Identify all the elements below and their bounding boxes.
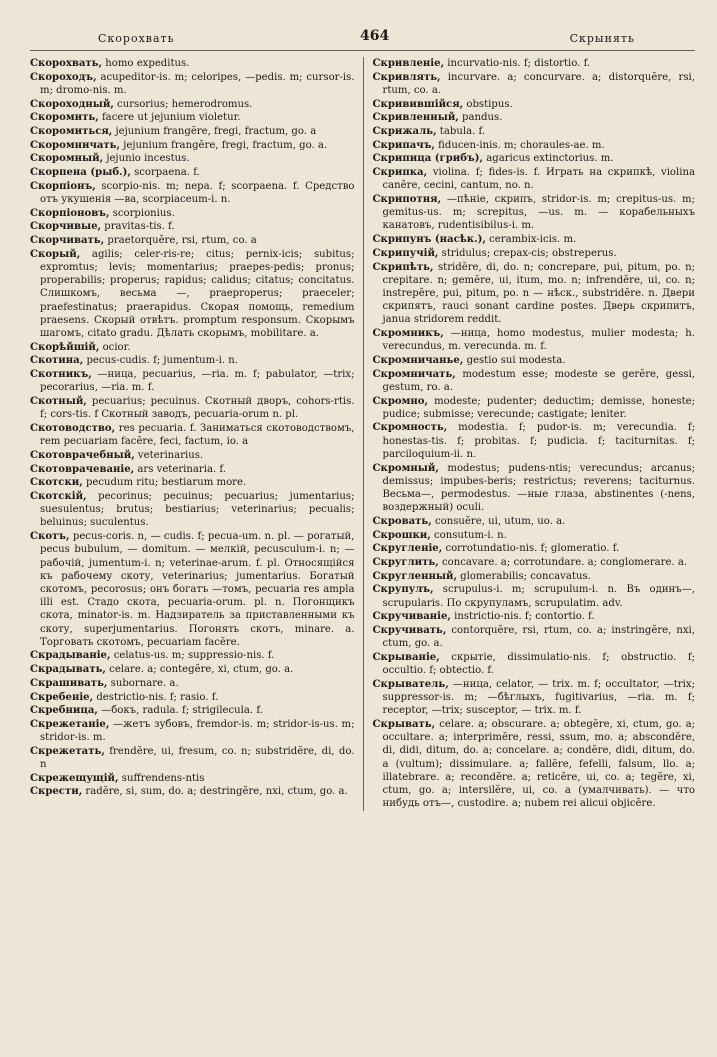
headword: Скручиванiе,: [372, 611, 451, 623]
dictionary-entry: Скрежетать, frendĕre, ui, fresum, co. n; substridĕre, di, do. n: [30, 745, 355, 771]
dictionary-entry: Скрыватель, —ница, celator, — trix. m. f; occultator, —trix; suppressor-is. m; —бѣглыхъ, fugitivarius, —ria. m. f; receptor, —trix; susceptor, — trix. m. f.: [372, 678, 695, 717]
dictionary-entry: Скрипачъ, fiducen-inis. m; choraules-ae. m.: [372, 139, 605, 151]
headword: Скотоврачебный,: [30, 449, 135, 461]
dictionary-entry: Скребенiе, destrictio-nis. f; rasio. f.: [30, 691, 219, 703]
headword: Скрыватель,: [372, 678, 449, 690]
headword: Скрадыванiе,: [30, 650, 111, 662]
headword: Скрывать,: [372, 718, 436, 730]
dictionary-entry: Скотъ, pecus-coris. n, — cudis. f; pecua-um. n. pl. — рогатый, pecus bubulum, — domitum. — мелкiй, pecusculum-i. n; — рабочiй, jumentum-i. n; veterinae-arum. f. pl. Относящiйся къ рабочему скоту, veterinarius; jumentarius. Богатый скотомъ, pecorosus; онъ богатъ —томъ, pecuaria res ampla illi est. Стадо скота, pecuaria-orum. pl. n. Погонщикъ скота, minator-is. m. Надзиратель за приставленными къ скоту, superjumentarius. Погонять скотъ, minare. a. Торговать скотомъ, pecuariam facĕre.: [30, 531, 355, 648]
text-columns: [30, 57, 695, 811]
headword: Скровать,: [372, 515, 432, 527]
dictionary-entry: Скотина, pecus-cudis. f; jumentum-i. n.: [30, 355, 238, 367]
headword: Скребница,: [30, 705, 98, 717]
dictionary-entry: Скоромничать, jejunium frangĕre, fregi, fractum, go. a.: [30, 139, 328, 151]
dictionary-entry: Скривившiйся, obstipus.: [372, 98, 513, 110]
dictionary-entry: Скорчивать, praetorquĕre, rsi, rtum, co. a: [30, 235, 257, 247]
dictionary-entry: Скоромить, facere ut jejunium violetur.: [30, 112, 241, 124]
headword: Скорпiоновъ,: [30, 207, 110, 219]
headword: Скромный,: [372, 462, 439, 474]
dictionary-entry: Скрупулъ, scrupulus-i. m; scrupulum-i. n. Въ одинъ—, scrupularis. По скрупуламъ, scrupulatim. adv.: [372, 584, 695, 609]
dictionary-entry: Скромникъ, —ница, homo modestus, mulier modesta; h. verecundus, m. verecunda. m. f.: [372, 328, 695, 353]
dictionary-entry: Скоромиться, jejunium frangĕre, fregi, fractum, go. a: [30, 126, 317, 138]
dictionary-entry: Скребница, —бокъ, radula. f; strigilecula. f.: [30, 705, 263, 717]
dictionary-entry: Скривлять, incurvare. a; concurvare. a; distorquĕre, rsi, rtum, co. a.: [372, 71, 695, 96]
dictionary-entry: Скругленный, glomerabilis; concavatus.: [372, 570, 591, 582]
dictionary-entry: Скромный, modestus; pudens-ntis; verecundus; arcanus; demissus; impubes-beris; restrictus; reverens; taciturnus. Весьма—, permodestus. —ные глаза, abstinentes (-nens, воздержный) oculi.: [372, 462, 695, 514]
dictionary-entry: Скрипѣть, stridĕre, di, do. n; concrepare, pui, pitum, po. n; crepitare. n; gemĕre, ui, itum, mo. n; infrendĕre, ui, co. n; instrepĕre, pui, pitum, po. n — нѣск., substridĕre. n. Двери скрипятъ, rauci sonant cardine postes. Дверь скрипитъ, janua stridorem reddit.: [372, 261, 695, 326]
dictionary-entry: Скорчивые, pravitas-tis. f.: [30, 221, 175, 233]
running-head-right: Скрынять: [569, 32, 635, 45]
headword: Скрипѣть,: [372, 261, 434, 273]
dictionary-entry: Скрежещущiй, suffrendens-ntis: [30, 772, 205, 784]
headword: Скоромничать,: [30, 139, 121, 151]
headword: Скрыванiе,: [372, 651, 440, 663]
dictionary-entry: Скорѣйшiй, ocior.: [30, 341, 131, 353]
dictionary-entry: Скорпена (рыб.), scorpaena. f.: [30, 167, 200, 179]
headword: Скотина,: [30, 355, 84, 367]
dictionary-entry: Скромничанье, gestio sui modesta.: [372, 354, 566, 366]
dictionary-entry: Скороходъ, acupeditor-is. m; celoripes, —pedis. m; cursor-is. m; dromo-nis. m.: [30, 71, 355, 96]
headword: Скромничать,: [372, 368, 456, 380]
headword: Скруглить,: [372, 557, 439, 569]
dictionary-entry: Скороходный, cursorius; hemerodromus.: [30, 98, 253, 110]
headword: Скоромиться,: [30, 126, 113, 138]
dictionary-entry: Скрывать, celare. a; obscurare. a; obtegĕre, xi, ctum, go. a; occultare. a; interprimĕre, ressi, ssum, mo. a; abscondĕre, di, didi, ditum, do. a; concelare. a; condĕre, didi, ditum, do. a (vultum); dissimulare. a; fallĕre, fefelli, falsum, llo. a; illatebrare. a; recondĕre. a; reticĕre, ui, co. a; tegĕre, xi, ctum, go. a; intersilĕre, ui, co. a (умалчивать). — что нибудь отъ—, custodire. a; nubem rei alicui objicĕre.: [372, 718, 695, 810]
dictionary-entry: Скотоврачебный, veterinarius.: [30, 449, 204, 461]
dictionary-entry: Скрадыванiе, celatus-us. m; suppressio-nis. f.: [30, 650, 275, 662]
dictionary-entry: Скорохвать, homo expeditus.: [30, 58, 190, 69]
dictionary-entry: Скромность, modestia. f; pudor-is. m; verecundia. f; honestas-tis. f; probitas. f; pudicia. f; taciturnitas. f; parciloquium-ii. n.: [372, 422, 695, 460]
dictionary-entry: Скотникъ, —ница, pecuarius, —ria. m. f; pabulator, —trix; pecorarius, —ria. m. f.: [30, 369, 355, 394]
headword: Скрипунъ (насѣк.),: [372, 234, 486, 246]
headword: Скотоврачеванiе,: [30, 463, 135, 475]
dictionary-entry: Скрипка, violina. f; fides-is. f. Играть на скрипкѣ, violina canĕre, cecini, cantum, no. n.: [372, 167, 695, 192]
dictionary-entry: Скорпiоновъ, scorpionius.: [30, 207, 175, 219]
headword: Скотъ,: [30, 531, 70, 543]
headword: Скрашивать,: [30, 677, 108, 689]
headword: Скрежетать,: [30, 745, 105, 757]
headword: Скорый,: [30, 248, 81, 260]
page-number: 464: [360, 28, 390, 44]
dictionary-entry: Скотный, pecuarius; pecuinus. Скотный дворъ, cohors-rtis. f; cors-tis. f Скотный заводъ, pecuaria-orum n. pl.: [30, 396, 355, 421]
dictionary-entry: Скрижаль, tabula. f.: [372, 126, 486, 138]
headword: Скривленный,: [372, 112, 459, 124]
headword: Скругленный,: [372, 570, 457, 582]
dictionary-entry: Скрипотня, —пѣнiе, скрипъ, stridor-is. m; crepitus-us. m; gemitus-us. m; screpitus, —us. m. — корабельныхъ канатовъ, rudentisibilus-i. m.: [372, 194, 695, 232]
headword: Скрежетанiе,: [30, 718, 110, 730]
page-header: [30, 28, 695, 51]
dictionary-entry: Скругленiе, corrotundatio-nis. f; glomeratio. f.: [372, 543, 620, 555]
headword: Скромникъ,: [372, 328, 444, 340]
right-column: [363, 57, 696, 811]
dictionary-entry: Скотоврачеванiе, ars veterinaria. f.: [30, 463, 226, 475]
running-head-left: Скорохвать: [98, 32, 175, 45]
headword: Скручивать,: [372, 625, 447, 637]
headword: Скрежещущiй,: [30, 772, 119, 784]
headword: Скрижаль,: [372, 126, 437, 138]
headword: Скрести,: [30, 786, 83, 798]
headword: Скорохвать,: [30, 58, 103, 69]
headword: Скотный,: [30, 396, 87, 408]
headword: Скругленiе,: [372, 543, 443, 555]
dictionary-entry: Скотски, pecudum ritu; bestiarum more.: [30, 477, 247, 489]
dictionary-entry: Скрести, radĕre, si, sum, do. a; destringĕre, nxi, ctum, go. a.: [30, 786, 348, 798]
dictionary-entry: Скрыванiе, скрытiе, dissimulatio-nis. f; obstructio. f; occultio. f; obtectio. f.: [372, 651, 695, 677]
headword: Скотникъ,: [30, 369, 92, 381]
headword: Скотоводство,: [30, 422, 116, 434]
headword: Скорчивать,: [30, 235, 105, 247]
headword: Скороходъ,: [30, 71, 97, 83]
dictionary-entry: Скорый, agilis; celer-ris-re; citus; pernix-icis; subitus; expromtus; levis; momentarius; praepes-pedis; pronus; properabilis; properus; rapidus; calidus; citatus; concitatus. Слишкомъ, весьма —, praeproperus; praeceler; praefestinatus; praerapidus. Скорая помощь, remedium praesens. Скорый отвѣтъ. promptum responsum. Скорымъ шагомъ, citato gradu. Дѣлать скорымъ, mobilitare. a.: [30, 248, 355, 340]
headword: Скотски,: [30, 477, 83, 489]
dictionary-entry: Скруглить, concavare. a; corrotundare. a; conglomerare. a.: [372, 557, 688, 569]
headword: Скоромить,: [30, 112, 99, 124]
dictionary-entry: Скромно, modeste; pudenter; deductim; demisse, honeste; pudice; submisse; verecunde; castigate; leniter.: [372, 395, 695, 420]
dictionary-entry: Скрипица (грибъ), agaricus extinctorius. m.: [372, 153, 614, 165]
headword: Скрошки,: [372, 529, 431, 541]
dictionary-entry: Скотскiй, pecorinus; pecuinus; pecuarius; jumentarius; suesulentus; brutus; bestiarius; veterinarius; pecualis; beluinus; suculentus.: [30, 491, 355, 529]
dictionary-entry: Скрежетанiе, —жетъ зубовъ, fremdor-is. m; stridor-is-us. m; stridor-is. m.: [30, 718, 355, 744]
dictionary-entry: Скровать, consuĕre, ui, utum, uo. a.: [372, 515, 566, 527]
dictionary-entry: Скорпiонъ, scorpio-nis. m; nepa. f; scorpaena. f. Средство отъ укушенiя —ва, scorpiaceum-i. n.: [30, 180, 355, 206]
dictionary-entry: Скручиванiе, instrictio-nis. f; contortio. f.: [372, 611, 595, 623]
dictionary-entry: Скрадывать, celare. a; contegĕre, xi, ctum, go. a.: [30, 664, 294, 676]
headword: Скороходный,: [30, 98, 114, 110]
dictionary-entry: Скрипунъ (насѣк.), cerambix-icis. m.: [372, 234, 577, 246]
headword: Скорѣйшiй,: [30, 341, 100, 353]
headword: Скрипка,: [372, 167, 428, 179]
dictionary-entry: Скручивать, contorquĕre, rsi, rtum, co. a; instringĕre, nxi, ctum, go. a.: [372, 625, 695, 650]
headword: Скромничанье,: [372, 354, 464, 366]
dictionary-entry: Скромничать, modestum esse; modeste se gerĕre, gessi, gestum, ro. a.: [372, 368, 695, 393]
dictionary-entry: Скривленный, pandus.: [372, 112, 503, 124]
headword: Скрупулъ,: [372, 584, 434, 596]
headword: Скрипица (грибъ),: [372, 153, 484, 165]
dictionary-entry: Скрашивать, subornare. a.: [30, 677, 179, 689]
headword: Скорпена (рыб.),: [30, 167, 131, 179]
headword: Скоромный,: [30, 153, 104, 165]
headword: Скрадывать,: [30, 664, 106, 676]
headword: Скривившiйся,: [372, 98, 464, 110]
headword: Скрипачъ,: [372, 139, 435, 151]
headword: Скрипучiй,: [372, 247, 439, 259]
headword: Скребенiе,: [30, 691, 94, 703]
dictionary-entry: Скоромный, jejunio incestus.: [30, 153, 190, 165]
headword: Скромность,: [372, 422, 448, 434]
headword: Скрипотня,: [372, 194, 442, 206]
headword: Скривленiе,: [372, 58, 445, 69]
headword: Скривлять,: [372, 71, 441, 83]
headword: Скотскiй,: [30, 491, 87, 502]
headword: Скромно,: [372, 395, 429, 407]
dictionary-entry: Скрипучiй, stridulus; crepax-cis; obstreperus.: [372, 247, 617, 259]
headword: Скорпiонъ,: [30, 180, 96, 192]
dictionary-entry: Скрошки, consutum-i. n.: [372, 529, 507, 541]
dictionary-entry: Скотоводство, res pecuaria. f. Заниматься скотоводствомъ, rem pecuariam facĕre, feci, factum, io. a: [30, 422, 355, 448]
dictionary-entry: Скривленiе, incurvatio-nis. f; distortio. f.: [372, 58, 591, 69]
headword: Скорчивые,: [30, 221, 102, 233]
left-column: [30, 57, 363, 811]
